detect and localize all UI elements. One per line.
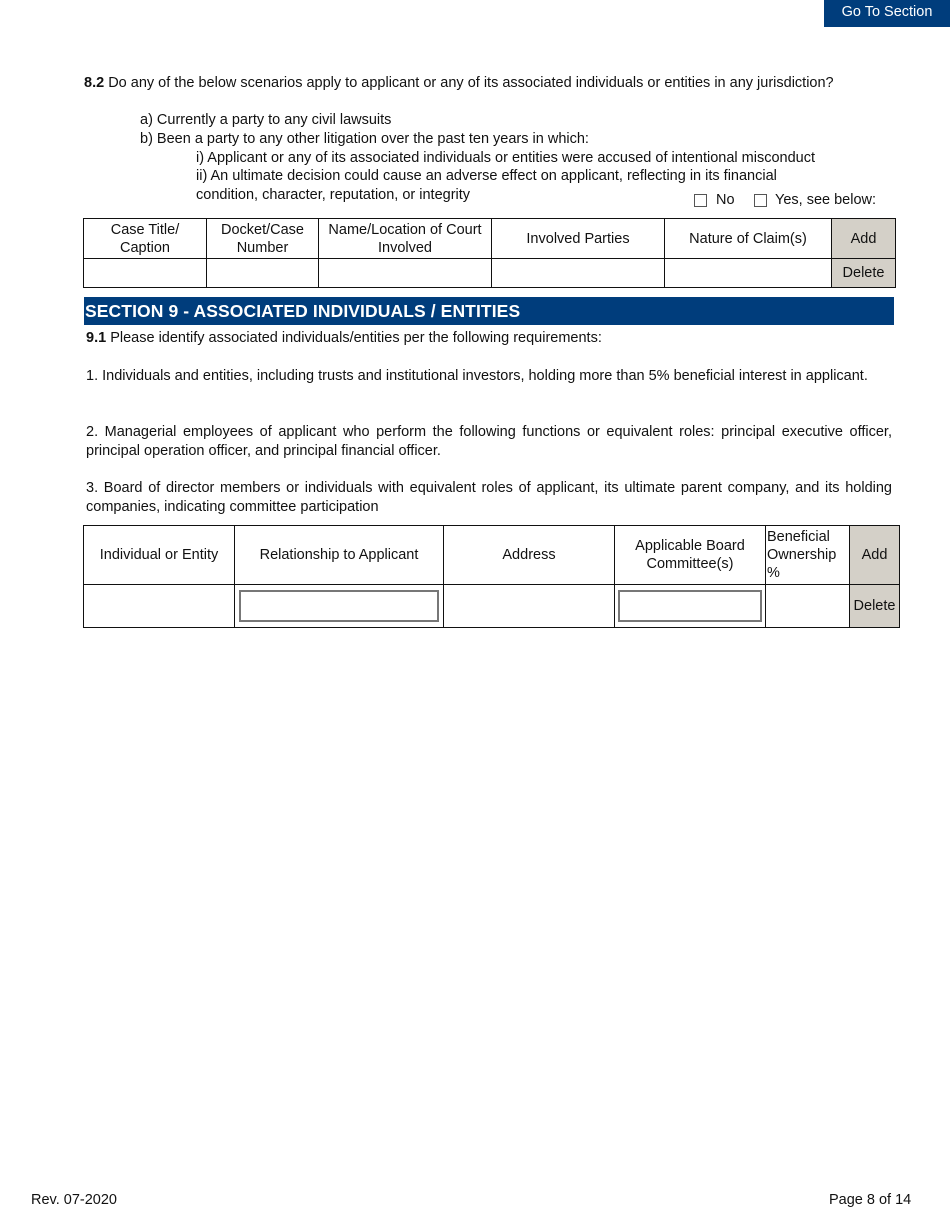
col-board-committee: Applicable Board Committee(s) <box>615 526 766 585</box>
sub-item-ii-cont: condition, character, reputation, or integrity <box>196 187 471 203</box>
address-cell[interactable] <box>444 585 615 628</box>
associated-individuals-table <box>83 525 900 628</box>
relationship-cell <box>235 585 444 628</box>
col-docket-number: Docket/Case Number <box>207 219 319 259</box>
delete-row-button[interactable]: Delete <box>850 585 900 628</box>
col-beneficial-ownership: Beneficial Ownership % <box>766 526 850 585</box>
table-row <box>84 259 896 288</box>
col-case-title: Case Title/ Caption <box>84 219 207 259</box>
litigation-table <box>83 218 896 288</box>
no-checkbox[interactable] <box>694 194 707 207</box>
court-cell[interactable] <box>319 259 492 288</box>
requirement-1: 1. Individuals and entities, including trusts and institutional investors, holding more than 5% beneficial interest in applicant. <box>86 368 868 384</box>
individual-or-entity-cell[interactable] <box>84 585 235 628</box>
add-row-button[interactable]: Add <box>832 219 896 259</box>
question-8-2 <box>84 75 834 91</box>
no-label: No <box>716 192 735 208</box>
yes-checkbox[interactable] <box>754 194 767 207</box>
board-committee-input[interactable] <box>618 590 762 622</box>
case-title-cell[interactable] <box>84 259 207 288</box>
revision-label: Rev. 07-2020 <box>31 1192 117 1208</box>
table-header-row <box>84 526 900 585</box>
docket-number-cell[interactable] <box>207 259 319 288</box>
requirement-3: 3. Board of director members or individuals with equivalent roles of applicant, its ultimate parent company, and its holding companies, indicating committee participation <box>86 480 892 515</box>
nature-of-claim-cell[interactable] <box>665 259 832 288</box>
board-committee-cell <box>615 585 766 628</box>
table-header-row <box>84 219 896 259</box>
question-number: 8.2 <box>84 75 105 91</box>
col-nature-of-claim: Nature of Claim(s) <box>665 219 832 259</box>
question-number: 9.1 <box>86 330 107 346</box>
page-number: Page 8 of 14 <box>829 1192 912 1208</box>
table-row <box>84 585 900 628</box>
involved-parties-cell[interactable] <box>492 259 665 288</box>
go-to-section-button[interactable]: Go To Section <box>824 0 950 27</box>
col-court: Name/Location of Court Involved <box>319 219 492 259</box>
delete-row-button[interactable]: Delete <box>832 259 896 288</box>
requirement-2: 2. Managerial employees of applicant who perform the following functions or equivalent roles: principal executive officer, principal operation officer, and principal financial officer. <box>86 424 892 459</box>
sub-item-i: i) Applicant or any of its associated individuals or entities were accused of intentional misconduct <box>196 150 815 166</box>
col-relationship: Relationship to Applicant <box>235 526 444 585</box>
col-individual-or-entity: Individual or Entity <box>84 526 235 585</box>
section-9-title: SECTION 9 - ASSOCIATED INDIVIDUALS / ENTITIES <box>84 297 894 325</box>
item-b: b) Been a party to any other litigation over the past ten years in which: <box>140 131 589 147</box>
add-row-button[interactable]: Add <box>850 526 900 585</box>
relationship-input[interactable] <box>239 590 439 622</box>
question-text: Please identify associated individuals/entities per the following requirements: <box>106 330 602 346</box>
sub-item-ii: ii) An ultimate decision could cause an adverse effect on applicant, reflecting in its financial <box>196 168 777 184</box>
col-address: Address <box>444 526 615 585</box>
yes-label: Yes, see below: <box>775 192 877 208</box>
item-a: a) Currently a party to any civil lawsuits <box>140 112 392 128</box>
beneficial-ownership-cell[interactable] <box>766 585 850 628</box>
question-9-1 <box>86 330 602 346</box>
col-involved-parties: Involved Parties <box>492 219 665 259</box>
question-text: Do any of the below scenarios apply to applicant or any of its associated individuals or entities in any jurisdiction? <box>104 75 834 91</box>
